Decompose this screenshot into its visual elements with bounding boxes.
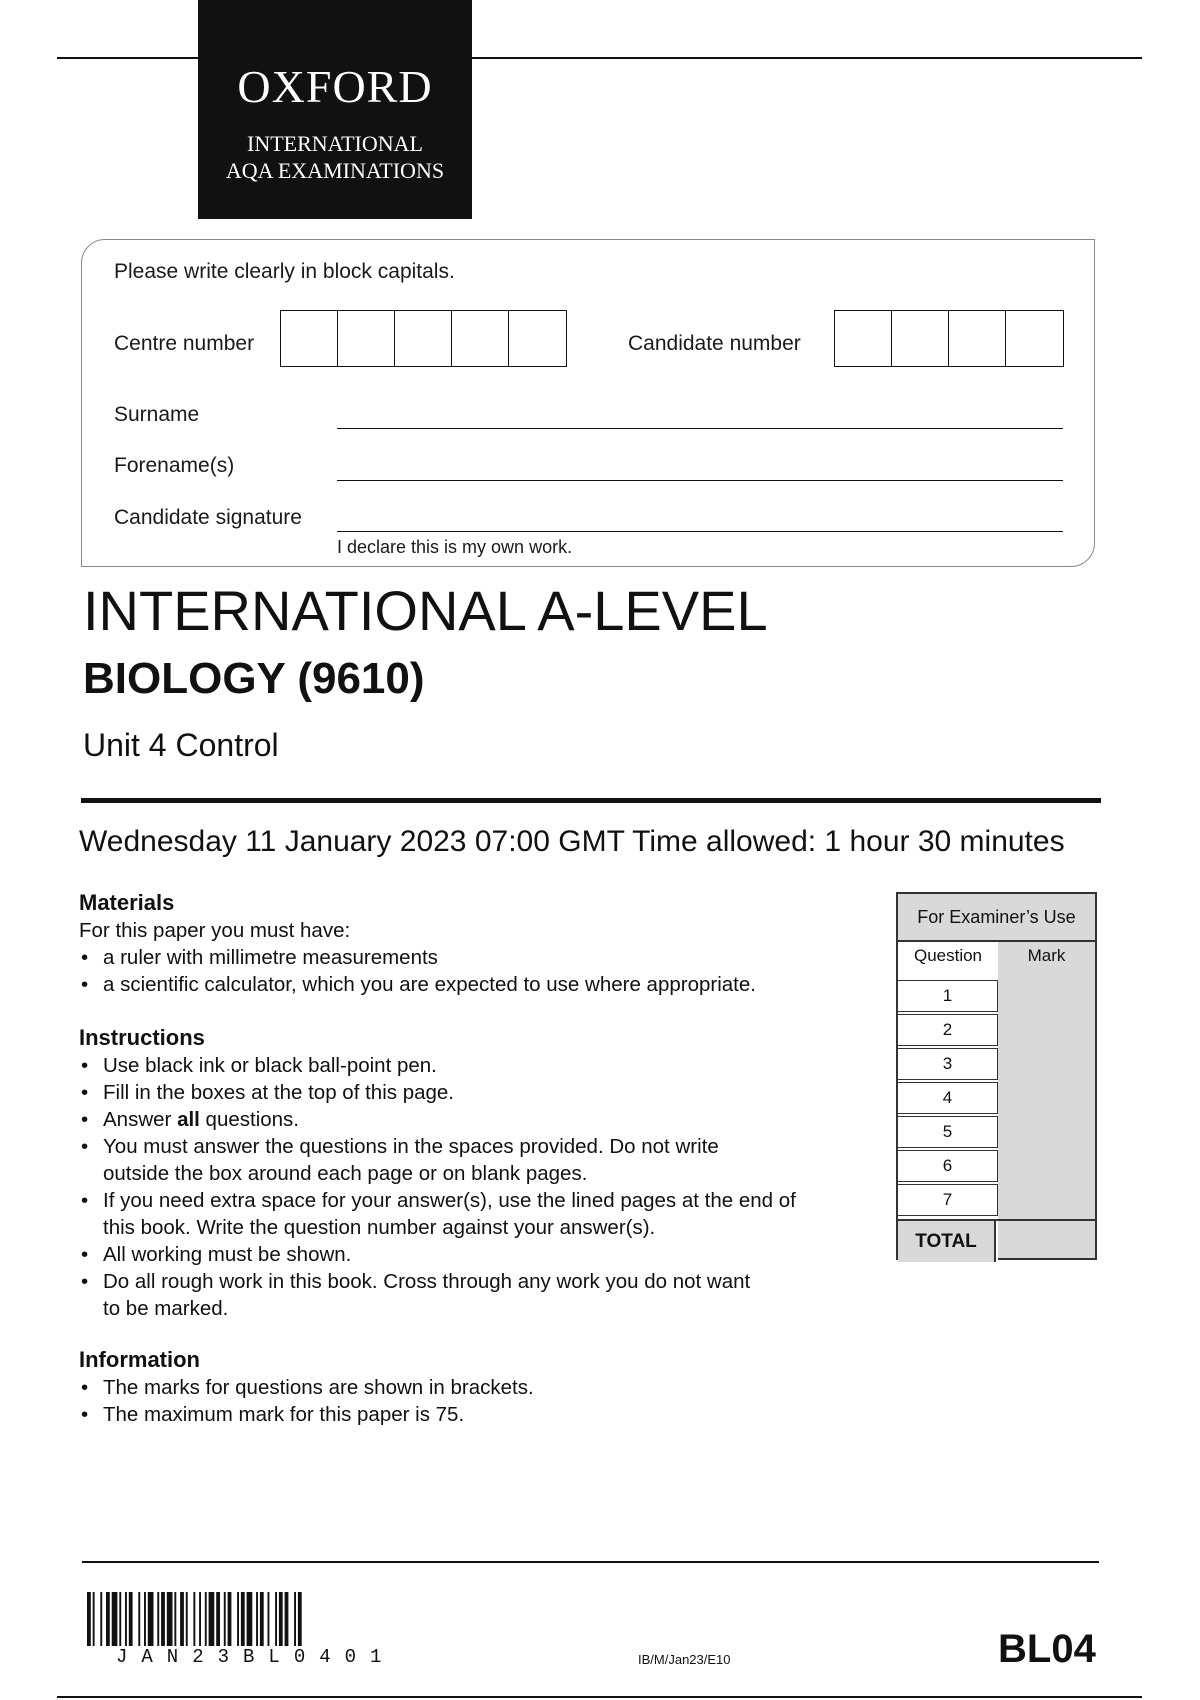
barcode-bar: [138, 1592, 140, 1646]
total-row: [898, 1219, 1095, 1262]
question-cell: 7: [898, 1184, 998, 1216]
barcode-image: [87, 1592, 442, 1646]
list-item: • All working must be shown.: [79, 1241, 879, 1268]
list-item: • a ruler with millimetre measurements: [79, 944, 879, 971]
forename-field[interactable]: [337, 480, 1063, 481]
barcode-bar: [93, 1592, 95, 1646]
list-item: • Answer all questions.: [79, 1106, 879, 1133]
information-heading: Information: [79, 1347, 200, 1372]
barcode-bar: [205, 1592, 207, 1646]
examiner-use-table: [896, 892, 1097, 1260]
materials-list: [79, 944, 879, 998]
barcode-bar: [298, 1592, 302, 1646]
list-item: • Use black ink or black ball-point pen.: [79, 1052, 879, 1079]
barcode-bar: [216, 1592, 220, 1646]
barcode-bar: [144, 1592, 146, 1646]
list-item: • Do all rough work in this book. Cross through any work you do not want to be marked.: [79, 1268, 879, 1322]
barcode-bar: [112, 1592, 118, 1646]
logo-title: OXFORD: [237, 61, 433, 112]
surname-label: Surname: [114, 403, 200, 426]
barcode-bar: [106, 1592, 110, 1646]
materials-intro: For this paper you must have:: [79, 919, 351, 942]
barcode-bar: [186, 1592, 188, 1646]
question-cell: 3: [898, 1048, 998, 1080]
materials-heading: Materials: [79, 890, 175, 915]
barcode-bar: [279, 1592, 283, 1646]
barcode-bar: [167, 1592, 173, 1646]
instructions-heading: Instructions: [79, 1025, 205, 1050]
information-list: [79, 1374, 879, 1428]
barcode-bar: [224, 1592, 226, 1646]
logo-line-1: INTERNATIONAL: [247, 131, 423, 156]
surname-field[interactable]: [337, 428, 1063, 429]
barcode-bar: [256, 1592, 258, 1646]
barcode-bar: [260, 1592, 264, 1646]
instructions-list: [79, 1052, 879, 1322]
barcode-text: JAN23BL0401: [116, 1646, 396, 1668]
barcode-bar: [157, 1592, 159, 1646]
candidate-digit-box[interactable]: [892, 311, 949, 366]
centre-digit-box[interactable]: [452, 311, 509, 366]
centre-digit-box[interactable]: [509, 311, 566, 366]
subject-title: BIOLOGY (9610): [83, 654, 425, 703]
question-cell: 4: [898, 1082, 998, 1114]
signature-field[interactable]: [337, 531, 1063, 532]
barcode-bar: [129, 1592, 133, 1646]
barcode-bar: [199, 1592, 201, 1646]
centre-number-boxes[interactable]: [280, 310, 567, 367]
question-cell: 6: [898, 1150, 998, 1182]
declaration-text: I declare this is my own work.: [337, 537, 573, 557]
barcode-bar: [237, 1592, 239, 1646]
barcode-bar: [174, 1592, 176, 1646]
list-item: • a scientific calculator, which you are expected to use where appropriate.: [79, 971, 879, 998]
candidate-number-label: Candidate number: [628, 332, 801, 355]
barcode-bar: [161, 1592, 165, 1646]
list-item: • Fill in the boxes at the top of this page.: [79, 1079, 879, 1106]
barcode-bar: [275, 1592, 277, 1646]
information-section: [79, 1346, 879, 1428]
block-capitals-instruction: Please write clearly in block capitals.: [114, 260, 455, 283]
barcode-bar: [268, 1592, 270, 1646]
candidate-digit-box[interactable]: [949, 311, 1006, 366]
question-column-header: Question: [913, 946, 983, 965]
paper-reference: IB/M/Jan23/E10: [638, 1652, 731, 1667]
centre-digit-box[interactable]: [338, 311, 395, 366]
forename-label: Forename(s): [114, 454, 235, 477]
list-item: • If you need extra space for your answer(s), use the lined pages at the end of this book. Write the question number against your answer(s).: [79, 1187, 879, 1241]
qualification-title: INTERNATIONAL A-LEVEL: [83, 579, 768, 642]
bottom-edge-rule: [57, 1696, 1142, 1698]
candidate-digit-box[interactable]: [1006, 311, 1063, 366]
barcode-bar: [247, 1592, 253, 1646]
barcode-bar: [119, 1592, 121, 1646]
paper-code: BL04: [998, 1627, 1096, 1671]
centre-digit-box[interactable]: [281, 311, 338, 366]
centre-digit-box[interactable]: [395, 311, 452, 366]
list-item: • The maximum mark for this paper is 75.: [79, 1401, 879, 1428]
barcode-bar: [228, 1592, 232, 1646]
unit-title: Unit 4 Control: [83, 727, 279, 763]
question-cell: 2: [898, 1014, 998, 1046]
barcode-bar: [148, 1592, 154, 1646]
total-label: TOTAL: [898, 1221, 996, 1262]
materials-section: [79, 889, 879, 998]
signature-label: Candidate signature: [114, 506, 302, 529]
barcode-bar: [193, 1592, 195, 1646]
barcode-bar: [100, 1592, 102, 1646]
footer-rule: [82, 1561, 1099, 1563]
barcode-bar: [87, 1592, 91, 1646]
barcode-bar: [209, 1592, 215, 1646]
list-item: • The marks for questions are shown in brackets.: [79, 1374, 879, 1401]
oxford-aqa-logo: [198, 0, 472, 219]
instructions-section: [79, 1024, 879, 1322]
barcode-bar: [241, 1592, 245, 1646]
title-divider: [81, 798, 1101, 803]
list-item: • You must answer the questions in the spaces provided. Do not write outside the box around each page or on blank pages.: [79, 1133, 879, 1187]
barcode-bar: [294, 1592, 296, 1646]
candidate-number-boxes[interactable]: [834, 310, 1064, 367]
candidate-digit-box[interactable]: [835, 311, 892, 366]
logo-line-2: AQA EXAMINATIONS: [225, 158, 445, 183]
barcode-bar: [125, 1592, 127, 1646]
mark-column-header: Mark: [1027, 946, 1066, 965]
question-cell: 5: [898, 1116, 998, 1148]
barcode-bar: [180, 1592, 184, 1646]
examiner-table-heading: For Examiner’s Use: [898, 894, 1095, 942]
barcode-bar: [285, 1592, 289, 1646]
centre-number-label: Centre number: [114, 332, 255, 355]
exam-date-time: Wednesday 11 January 2023 07:00 GMT Time allowed: 1 hour 30 minutes: [79, 825, 1065, 858]
question-cell: 1: [898, 980, 998, 1012]
